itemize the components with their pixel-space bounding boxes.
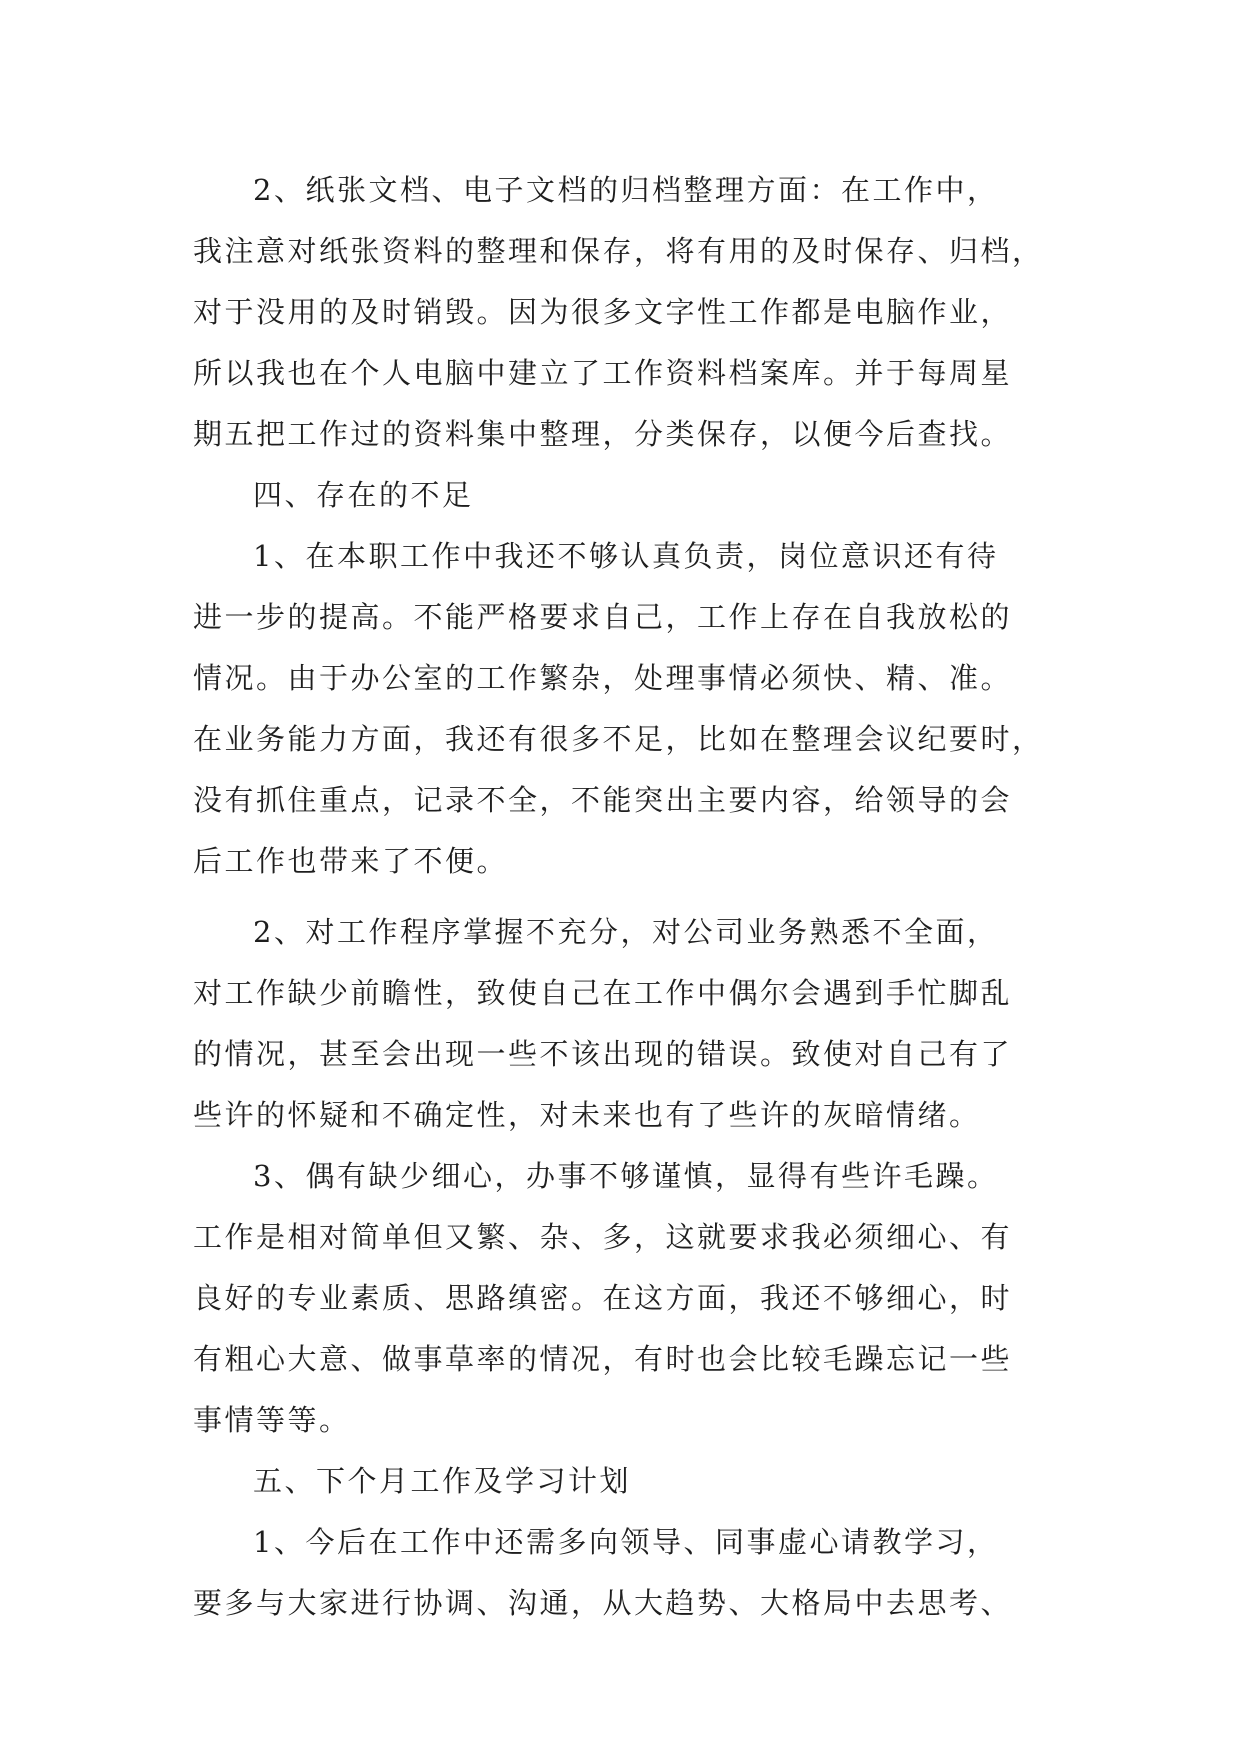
paragraph-shortcoming-3-line-5: 事情等等。 [193,1403,351,1437]
paragraph-shortcoming-2-line-2: 对工作缺少前瞻性，致使自己在工作中偶尔会遇到手忙脚乱 [193,976,1013,1010]
paragraph-shortcoming-1-line-2: 进一步的提高。不能严格要求自己，工作上存在自我放松的 [193,600,1013,634]
paragraph-plan-1-line-2: 要多与大家进行协调、沟通，从大趋势、大格局中去思考、 [193,1586,1013,1620]
paragraph-shortcoming-2-line-3: 的情况，甚至会出现一些不该出现的错误。致使对自己有了 [193,1037,1013,1071]
paragraph-shortcoming-1-line-1: 1、在本职工作中我还不够认真负责，岗位意识还有待 [253,539,999,573]
paragraph-archiving-line-4: 所以我也在个人电脑中建立了工作资料档案库。并于每周星 [193,356,1013,390]
section-heading-next-month-plan: 五、下个月工作及学习计划 [253,1464,632,1498]
paragraph-archiving-line-2: 我注意对纸张资料的整理和保存，将有用的及时保存、归档， [193,234,1044,268]
paragraph-archiving-line-1: 2、纸张文档、电子文档的归档整理方面：在工作中， [253,173,999,207]
paragraph-shortcoming-3-line-2: 工作是相对简单但又繁、杂、多，这就要求我必须细心、有 [193,1220,1013,1254]
paragraph-shortcoming-3-line-1: 3、偶有缺少细心，办事不够谨慎，显得有些许毛躁。 [253,1159,999,1193]
paragraph-shortcoming-1-line-3: 情况。由于办公室的工作繁杂，处理事情必须快、精、准。 [193,661,1013,695]
paragraph-archiving-line-5: 期五把工作过的资料集中整理，分类保存，以便今后查找。 [193,417,1013,451]
paragraph-shortcoming-2-line-1: 2、对工作程序掌握不充分，对公司业务熟悉不全面， [253,915,999,949]
document-body [193,160,1073,1634]
paragraph-plan-1-line-1: 1、今后在工作中还需多向领导、同事虚心请教学习， [253,1525,999,1559]
paragraph-archiving-line-3: 对于没用的及时销毁。因为很多文字性工作都是电脑作业， [193,295,1013,329]
paragraph-shortcoming-2-line-4: 些许的怀疑和不确定性，对未来也有了些许的灰暗情绪。 [193,1098,981,1132]
paragraph-shortcoming-1-line-6: 后工作也带来了不便。 [193,844,509,878]
paragraph-shortcoming-1-line-4: 在业务能力方面，我还有很多不足，比如在整理会议纪要时， [193,722,1044,756]
paragraph-shortcoming-1-line-5: 没有抓住重点，记录不全，不能突出主要内容，给领导的会 [193,783,1013,817]
paragraph-shortcoming-3-line-3: 良好的专业素质、思路缜密。在这方面，我还不够细心，时 [193,1281,1013,1315]
section-heading-shortcomings: 四、存在的不足 [253,478,474,512]
paragraph-shortcoming-3-line-4: 有粗心大意、做事草率的情况，有时也会比较毛躁忘记一些 [193,1342,1013,1376]
